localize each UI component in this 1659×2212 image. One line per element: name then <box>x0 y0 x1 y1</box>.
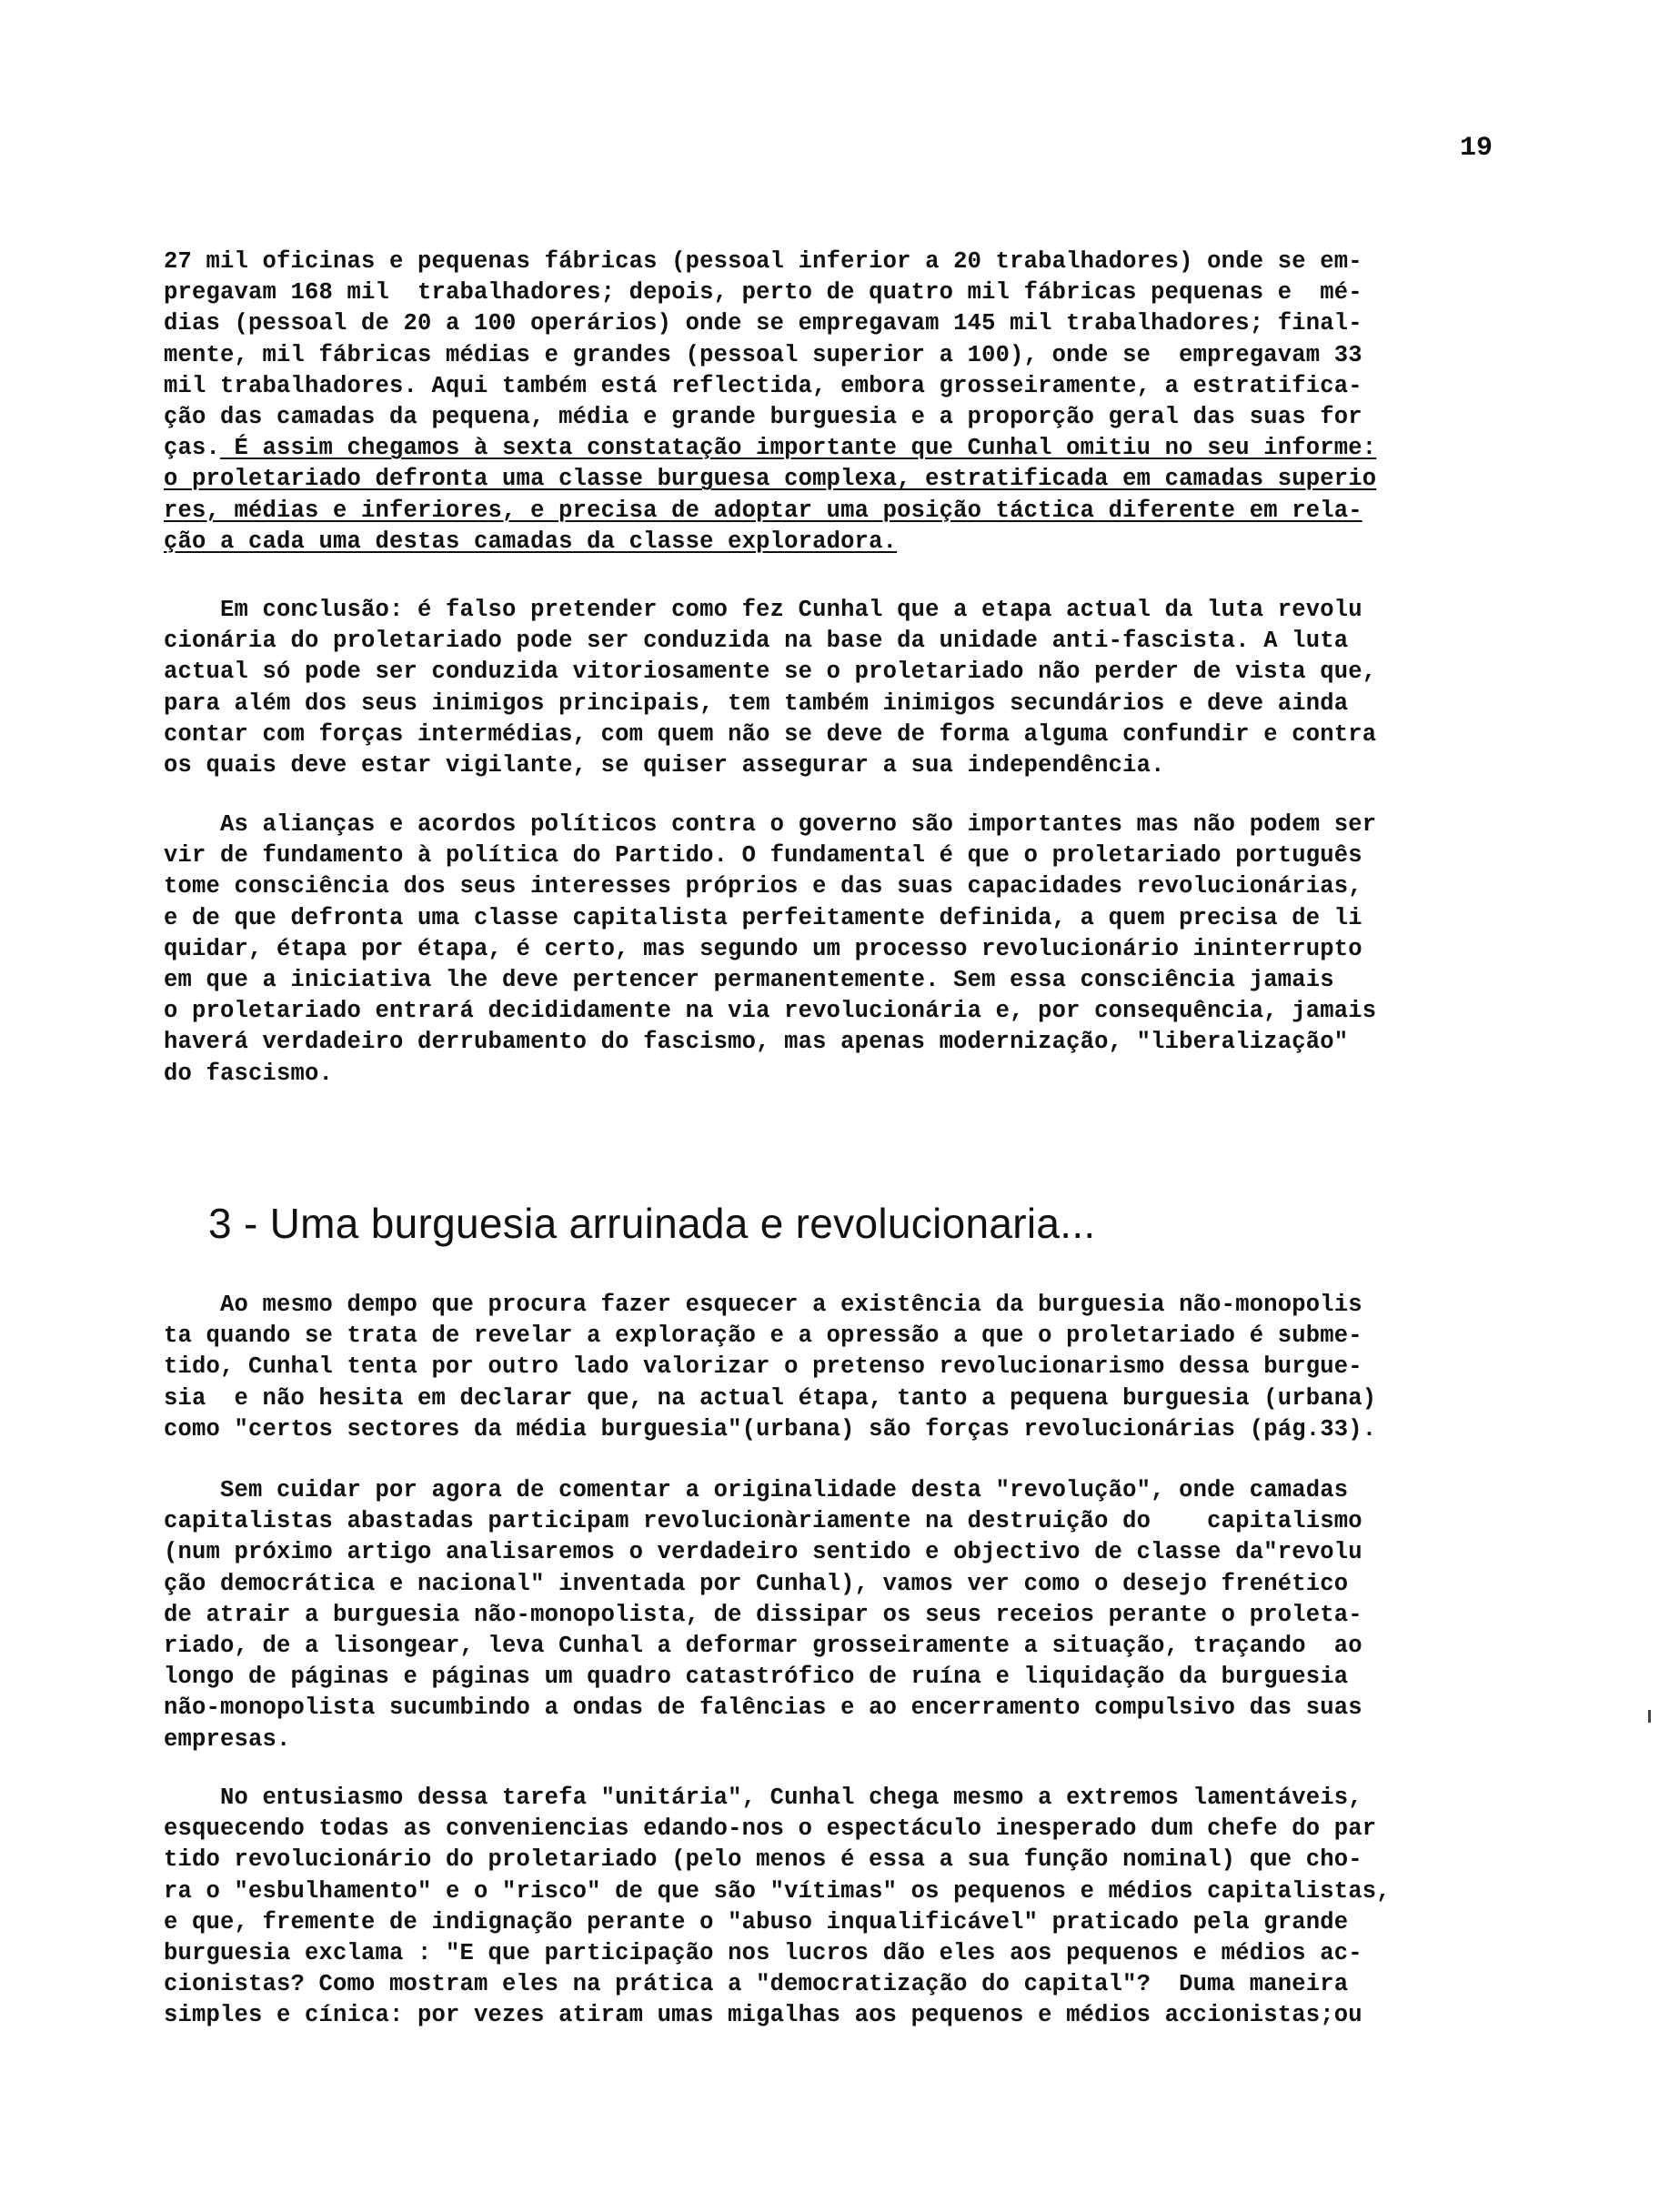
text-line: de atrair a burguesia não-monopolista, de dissipar os seus receios perante o proleta- <box>164 1601 1362 1628</box>
paragraph-statistics <box>164 246 1528 558</box>
text-line: Sem cuidar por agora de comentar a originalidade desta "revolução", onde camadas <box>164 1477 1349 1503</box>
text-line: cionária do proletariado pode ser conduzida na base da unidade anti-fascista. A luta <box>164 628 1349 655</box>
text-line: ças. <box>164 435 221 462</box>
text-line: o proletariado entrará decididamente na via revolucionária e, por consequência, jamais <box>164 998 1377 1025</box>
underlined-text: É assim chegamos à sexta constatação importante que Cunhal omitiu no seu informe: <box>220 435 1377 462</box>
text-line: em que a iniciativa lhe deve pertencer permanentemente. Sem essa consciência jamais <box>164 967 1334 994</box>
text-line: do fascismo. <box>164 1060 334 1087</box>
text-line: pregavam 168 mil trabalhadores; depois, perto de quatro mil fábricas pequenas e mé- <box>164 279 1362 307</box>
text-line: esquecendo todas as conveniencias edando-nos o espectáculo inesperado dum chefe do par <box>164 1815 1377 1843</box>
paragraph-alliances <box>164 809 1528 1090</box>
section-heading: 3 - Uma burguesia arruinada e revolucionaria... <box>208 1200 1096 1247</box>
text-line: empresas. <box>164 1725 291 1753</box>
paragraph-conclusion <box>164 595 1528 781</box>
text-line: cionistas? Como mostram eles na prática a "democratização do capital"? Duma maneira <box>164 1971 1349 1998</box>
text-line: mil trabalhadores. Aqui também está reflectida, embora grosseiramente, a estratifica- <box>164 372 1362 399</box>
text-line: ta quando se trata de revelar a exploração e a opressão a que o proletariado é subme- <box>164 1322 1362 1350</box>
text-line: Em conclusão: é falso pretender como fez Cunhal que a etapa actual da luta revolu <box>164 597 1362 623</box>
text-line: como "certos sectores da média burguesia"(urbana) são forças revolucionárias (pág.33). <box>164 1415 1377 1443</box>
text-line: sia e não hesita em declarar que, na actual étapa, tanto a pequena burguesia (urbana) <box>164 1384 1377 1412</box>
underlined-text: o proletariado defronta uma classe burguesa complexa, estratificada em camadas superio <box>164 466 1377 493</box>
text-line: ção das camadas da pequena, média e grande burguesia e a proporção geral das suas for <box>164 404 1362 431</box>
text-line: tido, Cunhal tenta por outro lado valorizar o pretenso revolucionarismo dessa burgue- <box>164 1353 1362 1381</box>
text-line: quidar, étapa por étapa, é certo, mas segundo um processo revolucionário ininterrupto <box>164 935 1362 962</box>
underlined-text: res, médias e inferiores, e precisa de adoptar uma posição táctica diferente em rela- <box>164 497 1362 524</box>
text-line: burguesia exclama : "E que participação nos lucros dão eles aos pequenos e médios ac- <box>164 1940 1362 1967</box>
underlined-text: ção a cada uma destas camadas da classe exploradora. <box>164 528 898 555</box>
paragraph-burguesia <box>164 1290 1528 1445</box>
text-line: dias (pessoal de 20 a 100 operários) onde se empregavam 145 mil trabalhadores; final- <box>164 310 1362 337</box>
text-line: longo de páginas e páginas um quadro catastrófico de ruína e liquidação da burguesia <box>164 1664 1349 1691</box>
text-line: As alianças e acordos políticos contra o governo são importantes mas não podem ser <box>164 811 1377 838</box>
text-line: os quais deve estar vigilante, se quiser assegurar a sua independência. <box>164 752 1165 779</box>
text-line: tome consciência dos seus interesses próprios e das suas capacidades revolucionárias, <box>164 873 1362 900</box>
text-line: tido revolucionário do proletariado (pelo menos é essa a sua função nominal) que cho- <box>164 1846 1362 1874</box>
text-line: No entusiasmo dessa tarefa "unitária", Cunhal chega mesmo a extremos lamentáveis, <box>164 1785 1362 1811</box>
text-line: mente, mil fábricas médias e grandes (pessoal superior a 100), onde se empregavam 33 <box>164 341 1362 368</box>
page-number: 19 <box>1460 133 1493 164</box>
text-line: contar com forças intermédias, com quem não se deve de forma alguma confundir e contra <box>164 720 1377 748</box>
paragraph-entusiasmo <box>164 1783 1528 2032</box>
text-line: 27 mil oficinas e pequenas fábricas (pessoal inferior a 20 trabalhadores) onde se em- <box>164 248 1362 275</box>
text-line: riado, de a lisongear, leva Cunhal a deformar grosseiramente a situação, traçando ao <box>164 1633 1362 1660</box>
text-line: para além dos seus inimigos principais, tem também inimigos secundários e deve ainda <box>164 689 1349 717</box>
text-line: actual só pode ser conduzida vitoriosamente se o proletariado não perder de vista que, <box>164 659 1377 686</box>
text-line: haverá verdadeiro derrubamento do fascismo, mas apenas modernização, "liberalização" <box>164 1029 1349 1056</box>
text-line: capitalistas abastadas participam revolucionàriamente na destruição do capitalismo <box>164 1508 1362 1535</box>
text-line: e que, fremente de indignação perante o "abuso inqualificável" praticado pela grande <box>164 1908 1349 1936</box>
text-line: ção democrática e nacional" inventada por Cunhal), vamos ver como o desejo frenético <box>164 1570 1349 1597</box>
text-line: não-monopolista sucumbindo a ondas de falências e ao encerramento compulsivo das suas <box>164 1694 1362 1722</box>
paragraph-revolucao <box>164 1475 1528 1755</box>
text-line: simples e cínica: por vezes atiram umas migalhas aos pequenos e médios accionistas;ou <box>164 2002 1362 2029</box>
text-line: e de que defronta uma classe capitalista perfeitamente definida, a quem precisa de li <box>164 904 1362 931</box>
text-line: Ao mesmo dempo que procura fazer esquecer a existência da burguesia não-monopolis <box>164 1292 1362 1318</box>
margin-mark <box>1648 1710 1651 1723</box>
text-line: (num próximo artigo analisaremos o verdadeiro sentido e objectivo de classe da"revolu <box>164 1539 1362 1566</box>
text-line: ra o "esbulhamento" e o "risco" de que são "vítimas" os pequenos e médios capitalistas, <box>164 1877 1391 1905</box>
text-line: vir de fundamento à política do Partido. O fundamental é que o proletariado português <box>164 842 1362 870</box>
